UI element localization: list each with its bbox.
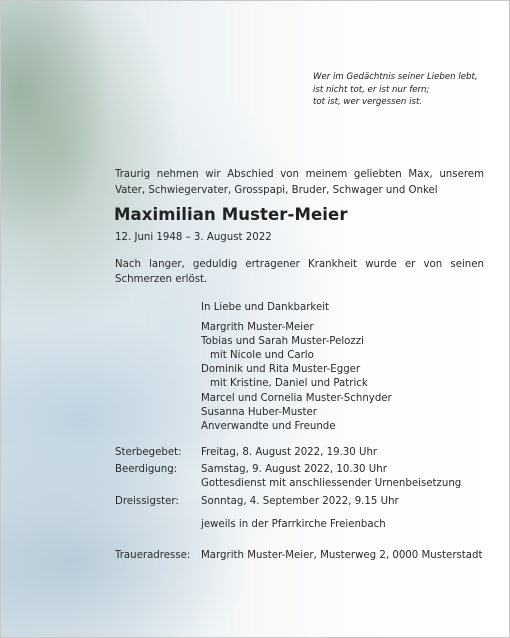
family-member: Marcel und Cornelia Muster-Schnyder [201, 392, 392, 404]
signoff-heading: In Liebe und Dankbarkeit [201, 302, 330, 313]
memorial-quote [313, 71, 503, 109]
quote-line: Wer im Gedächtnis seiner Lieben lebt, [313, 72, 478, 82]
event-label: Beerdigung: [115, 464, 178, 475]
family-member: mit Nicole und Carlo [210, 350, 314, 362]
family-member: Margrith Muster-Meier [201, 322, 314, 334]
passing-paragraph: Nach langer, geduldig ertragener Krankheit wurde er von seinen Schmerzen erlöst. [115, 259, 484, 285]
family-member: Susanna Huber-Muster [201, 406, 317, 418]
event-value: Freitag, 8. August 2022, 19.30 Uhr [201, 447, 378, 458]
life-dates: 12. Juni 1948 – 3. August 2022 [115, 232, 272, 243]
family-member: Tobias und Sarah Muster-Pelozzi [201, 336, 364, 348]
event-value: Sonntag, 4. September 2022, 9.15 Uhr [201, 496, 399, 507]
event-label: Sterbegebet: [115, 447, 182, 458]
event-detail: Gottesdienst mit anschliessender Urnenbeisetzung [201, 478, 462, 489]
quote-line: ist nicht tot, er ist nur fern; [313, 84, 430, 95]
intro-text: Traurig nehmen wir Abschied von meinem geliebten Max, unserem Vater, Schwiegervater, Grosspapi, Bruder, Schwager und Onkel [115, 169, 484, 196]
family-member: mit Kristine, Daniel und Patrick [210, 378, 368, 390]
event-value: Samstag, 9. August 2022, 10.30 Uhr [201, 464, 387, 475]
address-label: Traueradresse: [115, 550, 191, 561]
event-label: Dreissigster: [115, 496, 179, 507]
quote-line: tot ist, wer vergessen ist. [313, 97, 423, 108]
family-signoff [201, 301, 392, 434]
family-member: Dominik und Rita Muster-Egger [201, 364, 361, 376]
deceased-name: Maximilian Muster-Meier [114, 205, 348, 224]
family-member: Anverwandte und Freunde [201, 420, 336, 432]
address-value: Margrith Muster-Meier, Musterweg 2, 0000 Musterstadt [201, 550, 483, 561]
event-location-text: jeweils in der Pfarrkirche Freienbach [201, 519, 386, 530]
